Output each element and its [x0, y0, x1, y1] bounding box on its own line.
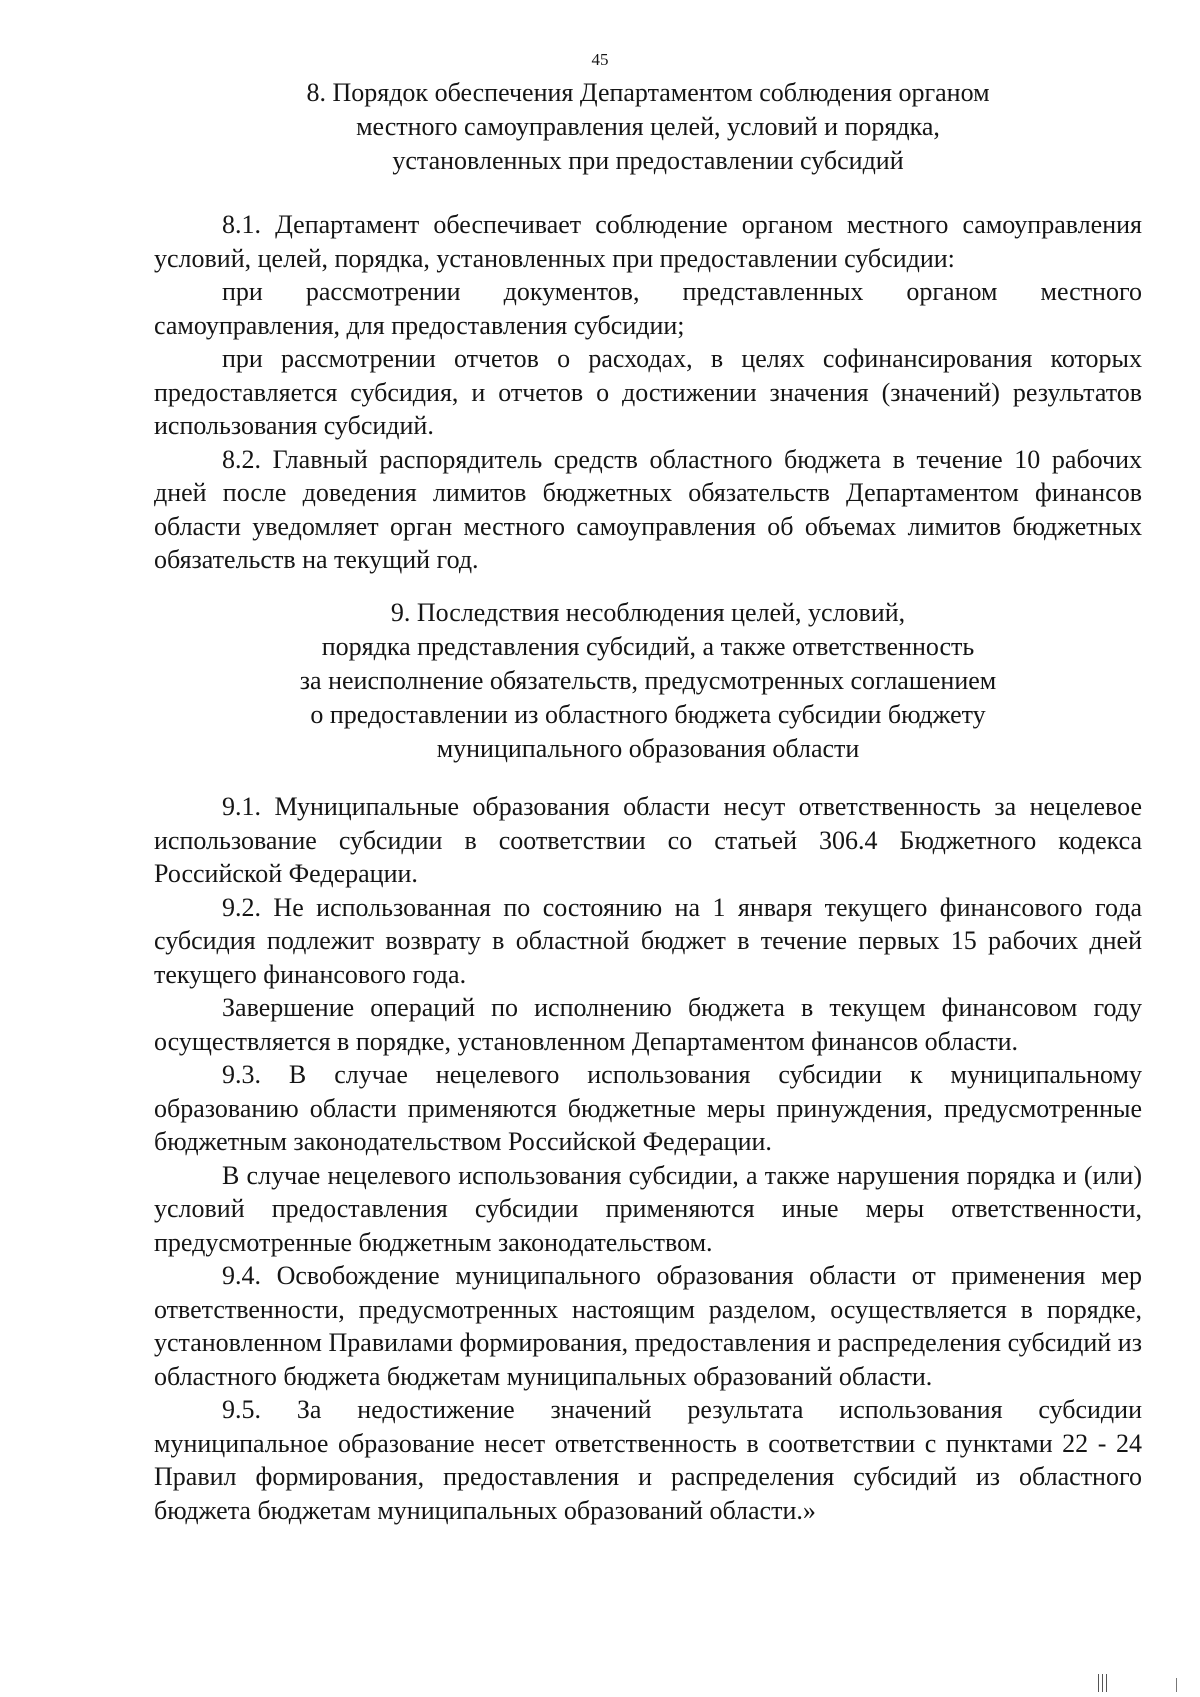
paragraph-8-1-item-reports: при рассмотрении отчетов о расходах, в целях софинансирования которых предоставляется субсидия, и отчетов о достижении значения (значений) результатов использования субсидий.: [154, 344, 1142, 440]
scan-artifact: [1176, 1678, 1177, 1692]
section-8-body: [154, 208, 1142, 577]
paragraph-9-1: 9.1. Муниципальные образования области несут ответственность за нецелевое использование субсидии в соответствии со статьей 306.4 Бюджетного кодекса Российской Федерации.: [154, 792, 1142, 888]
section-8-heading-line: местного самоуправления целей, условий и порядка,: [356, 112, 940, 141]
page-number: 45: [591, 50, 609, 69]
section-9-heading: [154, 596, 1142, 766]
paragraph-8-1: 8.1. Департамент обеспечивает соблюдение органом местного самоуправления условий, целей, порядка, установленных при предоставлении субсидии:: [154, 210, 1142, 273]
section-9-heading-line: о предоставлении из областного бюджета субсидии бюджету: [310, 700, 986, 729]
paragraph-9-2: 9.2. Не использованная по состоянию на 1 января текущего финансового года субсидия подлежит возврату в областной бюджет в течение первых 15 рабочих дней текущего финансового года.: [154, 892, 1142, 989]
paragraph-9-3-other-measures: В случае нецелевого использования субсидии, а также нарушения порядка и (или) условий предоставления субсидии применяются иные меры ответственности, предусмотренные бюджетным законодательством.: [154, 1160, 1142, 1257]
paragraph-8-1-item-documents: при рассмотрении документов, представленных органом местного самоуправления, для предоставления субсидии;: [154, 277, 1142, 340]
section-9-body: [154, 790, 1142, 1527]
section-9-heading-line: 9. Последствия несоблюдения целей, условий,: [390, 598, 906, 627]
section-8-heading: [154, 76, 1142, 178]
section-9-heading-line: муниципального образования области: [436, 734, 860, 763]
paragraph-9-4: 9.4. Освобождение муниципального образования области от применения мер ответственности, предусмотренных настоящим разделом, осуществляется в порядке, установленном Правилами формирования, предоставления и распределения субсидий из областного бюджета бюджетам муниципальных образований области.: [154, 1261, 1142, 1391]
paragraph-9-5: 9.5. За недостижение значений результата использования субсидии муниципальное образование несет ответственность в соответствии с пунктами 22 - 24 Правил формирования, предоставления и распределения субсидий из областного бюджета бюджетам муниципальных образований области.»: [154, 1395, 1142, 1525]
paragraph-9-2-completion: Завершение операций по исполнению бюджета в текущем финансовом году осуществляется в порядке, установленном Департаментом финансов области.: [154, 993, 1142, 1056]
paragraph-8-2: 8.2. Главный распорядитель средств областного бюджета в течение 10 рабочих дней после доведения лимитов бюджетных обязательств Департаментом финансов области уведомляет орган местного самоуправления об объемах лимитов бюджетных обязательств на текущий год.: [154, 444, 1142, 574]
section-9-heading-line: порядка представления субсидий, а также ответственность: [321, 632, 975, 661]
section-9-heading-line: за неисполнение обязательств, предусмотренных соглашением: [299, 666, 997, 695]
paragraph-9-3: 9.3. В случае нецелевого использования субсидии к муниципальному образованию области применяются бюджетные меры принуждения, предусмотренные бюджетным законодательством Российской Федерации.: [154, 1060, 1142, 1156]
section-8-heading-line: 8. Порядок обеспечения Департаментом соблюдения органом: [306, 78, 990, 107]
section-8-heading-line: установленных при предоставлении субсидий: [392, 146, 904, 175]
scan-artifact: [1098, 1674, 1116, 1692]
